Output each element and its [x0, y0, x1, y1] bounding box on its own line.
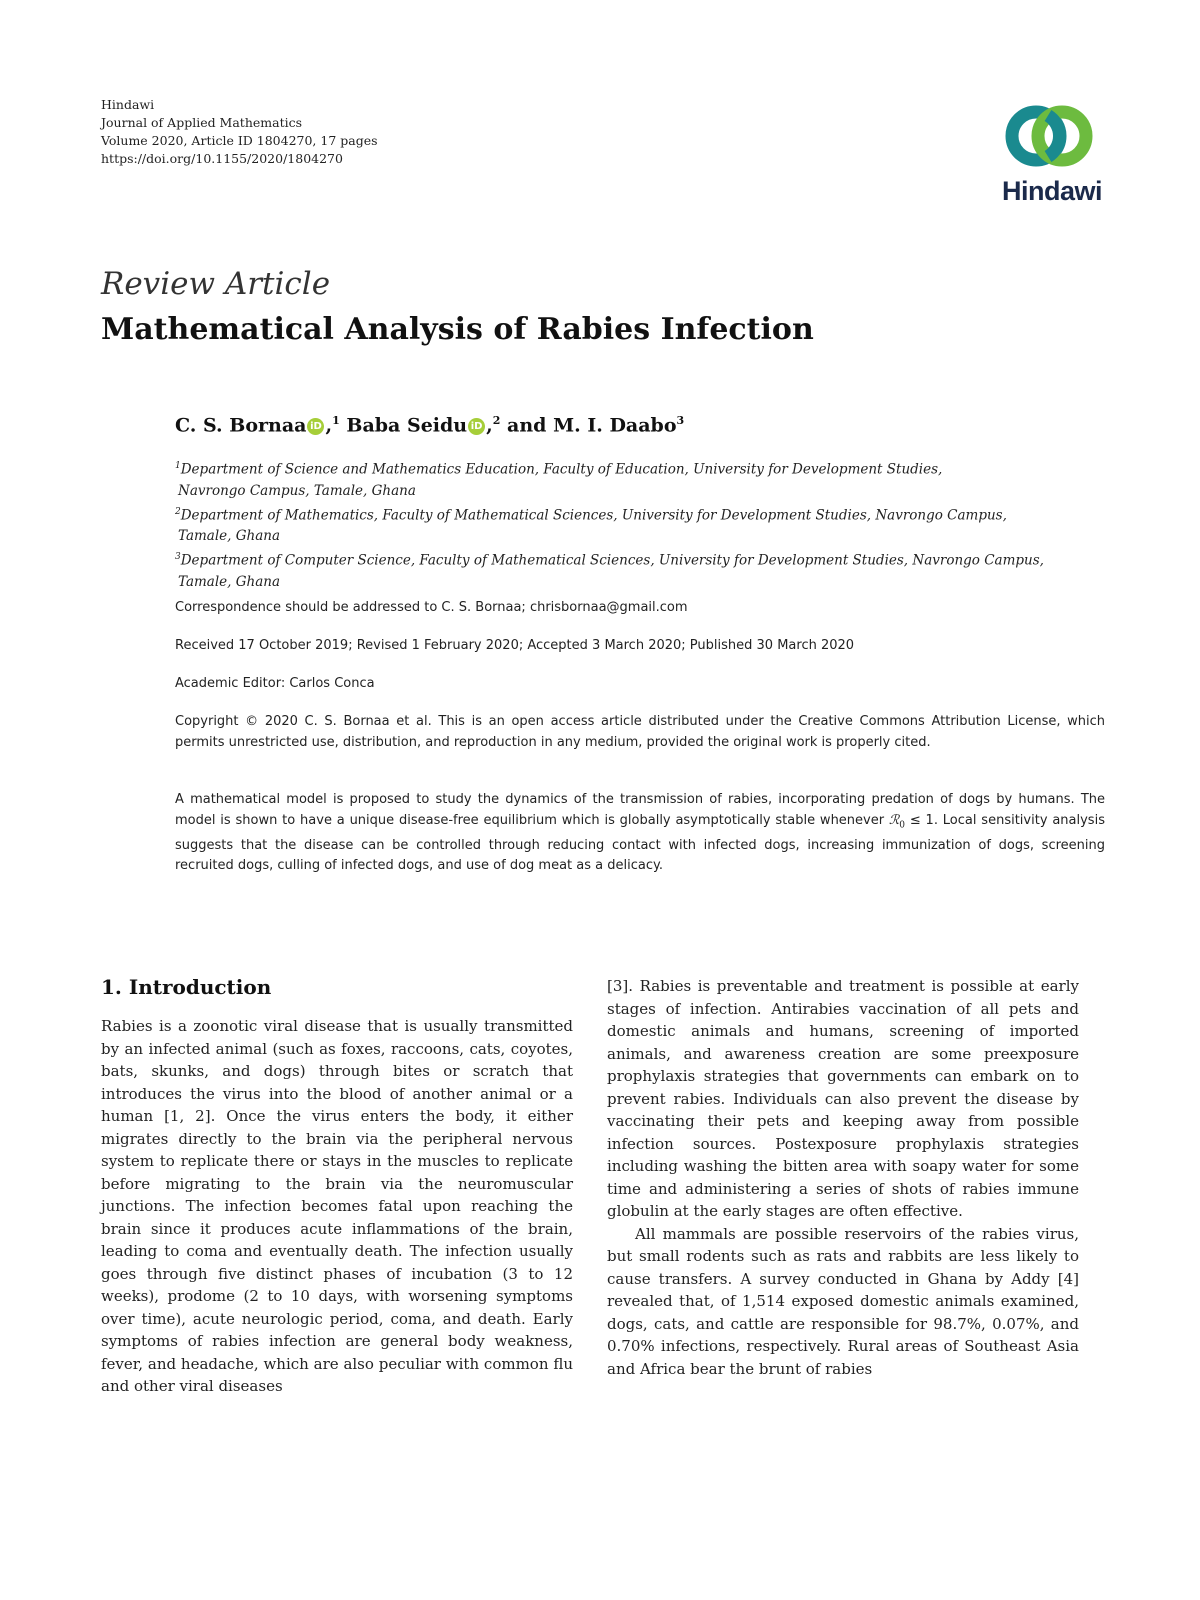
- author-name: Baba Seidu: [346, 414, 468, 437]
- publisher-name: Hindawi: [101, 97, 155, 112]
- author-name: M. I. Daabo: [553, 414, 677, 437]
- journal-header: [101, 96, 378, 168]
- affiliations: [175, 456, 1105, 593]
- academic-editor: Academic Editor: Carlos Conca: [175, 676, 375, 691]
- paper-title: Mathematical Analysis of Rabies Infection: [101, 312, 814, 347]
- section-heading: 1. Introduction: [101, 975, 272, 999]
- orcid-icon[interactable]: iD: [468, 418, 485, 435]
- author-name: C. S. Bornaa: [175, 414, 307, 437]
- journal-name: Journal of Applied Mathematics: [101, 115, 303, 130]
- doi-link[interactable]: https://doi.org/10.1155/2020/1804270: [101, 151, 343, 166]
- affiliation: $^1$Department of Science and Mathematics Education, Faculty of Education, University for Development Studies, Navrongo Campus, Tamale, Ghana: [175, 461, 943, 499]
- article-type: Review Article: [101, 266, 331, 302]
- volume-info: Volume 2020, Article ID 1804270, 17 pages: [101, 133, 378, 148]
- r0-symbol: ℛ$_0$: [888, 812, 906, 831]
- publication-dates: Received 17 October 2019; Revised 1 February 2020; Accepted 3 March 2020; Published 30 March 2020: [175, 638, 855, 653]
- affiliation: $^3$Department of Computer Science, Faculty of Mathematical Sciences, University for Development Studies, Navrongo Campus, Tamale, Ghana: [175, 552, 1044, 590]
- orcid-icon[interactable]: iD: [307, 418, 324, 435]
- body-paragraph: Rabies is a zoonotic viral disease that is usually transmitted by an infected animal (such as foxes, raccoons, cats, coyotes, bats, skunks, and dogs) through bites or scratch that introduces the virus into the blood of another animal or a human [1, 2]. Once the virus enters the body, it either migrates directly to the brain via the peripheral nervous system to replicate there or stays in the muscles to replicate before migrating to the brain via the neuromuscular junctions. The infection becomes fatal upon reaching the brain since it produces acute inflammations of the brain, leading to coma and eventually death. The infection usually goes through five distinct phases of incubation (3 to 12 weeks), prodome (2 to 10 days, with worsening symptoms over time), acute neurologic period, coma, and death. Early symptoms of rabies infection are general body weakness, fever, and headache, which are also peculiar with common flu and other viral diseases: [101, 1017, 573, 1395]
- author-list: C. S. Bornaa iD ,$^1$ Baba Seidu iD ,$^2$ and M. I. Daabo$^3$: [175, 414, 685, 437]
- author-conjunction: and: [507, 414, 547, 437]
- body-paragraph: [3]. Rabies is preventable and treatment is possible at early stages of infection. Antirabies vaccination of all pets and domestic animals and humans, screening of imported animals, and awareness creation are some preexposure prophylaxis strategies that governments can embark on to prevent rabies. Individuals can also prevent the disease by vaccinating their pets and keeping away from possible infection sources. Postexposure prophylaxis strategies including washing the bitten area with soapy water for some time and administering a series of shots of rabies immune globulin at the early stages are often effective.: [607, 977, 1079, 1220]
- author-affiliation-marker: 2: [492, 414, 501, 427]
- body-column-left: [101, 1015, 573, 1398]
- affiliation: $^2$Department of Mathematics, Faculty of Mathematical Sciences, University for Development Studies, Navrongo Campus, Tamale, Ghana: [175, 506, 1007, 544]
- body-column-right: [607, 975, 1079, 1380]
- hindawi-logo-text: Hindawi: [1002, 176, 1103, 206]
- author-affiliation-marker: 1: [332, 414, 340, 427]
- body-paragraph: All mammals are possible reservoirs of the rabies virus, but small rodents such as rats and rabbits are less likely to cause transfers. A survey conducted in Ghana by Addy [4] revealed that, of 1,514 exposed domestic animals examined, dogs, cats, and cattle are responsible for 98.7%, 0.07%, and 0.70% infections, respectively. Rural areas of Southeast Asia and Africa bear the brunt of rabies: [607, 1224, 1079, 1378]
- correspondence: Correspondence should be addressed to C. S. Bornaa; chrisbornaa@gmail.com: [175, 600, 688, 615]
- author-affiliation-marker: 3: [676, 414, 685, 427]
- abstract: A mathematical model is proposed to study the dynamics of the transmission of rabies, incorporating predation of dogs by humans. The model is shown to have a unique disease-free equilibrium which is globally asymptotically stable whenever ℛ$_0$ ≤ 1. Local sensitivity analysis suggests that the disease can be controlled through reducing contact with infected dogs, increasing immunization of dogs, screening recruited dogs, culling of infected dogs, and use of dog meat as a delicacy.: [175, 792, 1105, 874]
- copyright-notice: Copyright © 2020 C. S. Bornaa et al. This is an open access article distributed under the Creative Commons Attribution License, which permits unrestricted use, distribution, and reproduction in any medium, provided the original work is properly cited.: [175, 714, 1105, 750]
